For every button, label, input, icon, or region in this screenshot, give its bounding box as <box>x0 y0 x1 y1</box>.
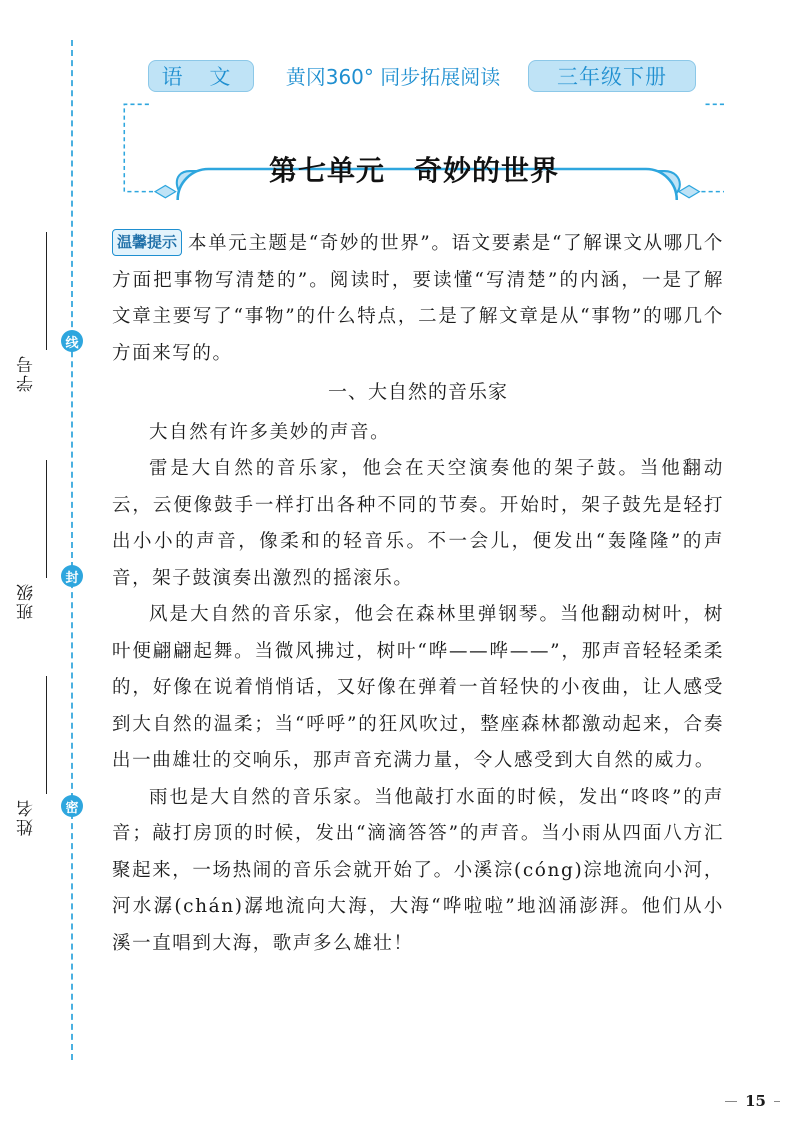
seal-mark-secret: 密 <box>61 795 83 817</box>
article-paragraph: 雷是大自然的音乐家，他会在天空演奏他的架子鼓。当他翻动云，云便像鼓手一样打出各种不同的节奏。开始时，架子鼓先是轻打出小小的声音，像柔和的轻音乐。不一会儿，便发出“轰隆隆”的声音，架子鼓演奏出激烈的摇滚乐。 <box>112 458 724 589</box>
tip-badge: 温馨提示 <box>112 229 182 256</box>
page-number <box>725 1092 780 1110</box>
name-label: 姓名 <box>17 798 37 836</box>
page-number-value: 15 <box>745 1092 766 1110</box>
binding-dashed-line <box>71 40 73 1060</box>
grade-tag: 三年级下册 <box>528 60 696 92</box>
subject-tag: 语 文 <box>148 60 254 92</box>
seal-mark-line: 线 <box>61 330 83 352</box>
article-paragraph: 风是大自然的音乐家，他会在森林里弹钢琴。当他翻动树叶，树叶便翩翩起舞。当微风拂过，树叶“哗——哗——”，那声音轻轻柔柔的，好像在说着悄悄话，又好像在弹着一首轻快的小夜曲，让人感受到大自然的温柔；当“呼呼”的狂风吹过，整座森林都激动起来，合奏出一曲雄壮的交响乐，那声音充满力量，令人感受到大自然的威力。 <box>112 604 724 771</box>
name-underline <box>46 676 47 794</box>
seal-mark-seal: 封 <box>61 565 83 587</box>
article-paragraph: 雨也是大自然的音乐家。当他敲打水面的时候，发出“咚咚”的声音；敲打房顶的时候，发出“滴滴答答”的声音。当小雨从四面八方汇聚起来，一场热闹的音乐会就开始了。小溪淙(cóng)淙地流向小河，河水潺(chán)潺地流向大海，大海“哗啦啦”地汹涌澎湃。他们从小溪一直唱到大海，歌声多么雄壮！ <box>112 786 724 954</box>
student-number-label: 学号 <box>17 354 37 392</box>
page-number-dash-right <box>774 1101 780 1102</box>
class-field[interactable] <box>8 460 48 620</box>
series-title: 黄冈360° 同步拓展阅读 <box>285 64 501 89</box>
class-underline <box>46 460 47 578</box>
student-number-underline <box>46 232 47 350</box>
article-paragraph: 大自然有许多美妙的声音。 <box>149 421 391 443</box>
page-number-dash <box>725 1101 737 1102</box>
class-label: 班级 <box>17 582 37 620</box>
article-title: 一、大自然的音乐家 <box>327 381 508 403</box>
unit-title-text: 第七单元 奇妙的世界 <box>268 154 559 187</box>
tip-text: 本单元主题是“奇妙的世界”。语文要素是“了解课文从哪几个方面把事物写清楚的”。阅读时，要读懂“写清楚”的内涵，一是了解文章主要写了“事物”的什么特点，二是了解文章是从“事物”的哪几个方面来写的。 <box>112 233 724 364</box>
unit-title <box>158 136 670 202</box>
tip-paragraph <box>112 226 724 372</box>
student-number-field[interactable] <box>8 232 48 392</box>
name-field[interactable] <box>8 676 48 836</box>
page-content <box>112 226 724 962</box>
